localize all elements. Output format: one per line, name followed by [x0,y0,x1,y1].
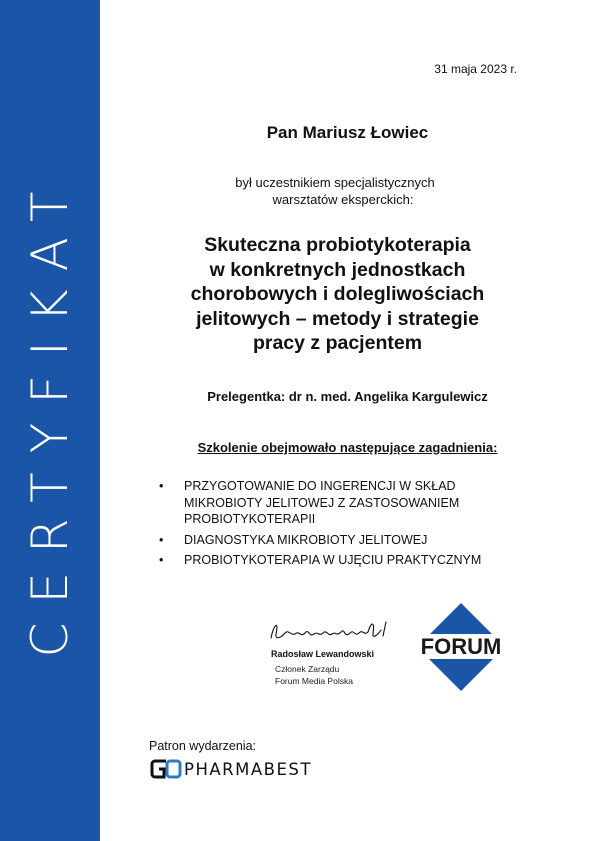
intro-line: warsztatów eksperckich: [272,192,414,207]
list-item: • PRZYGOTOWANIE DO INGERENCJI W SKŁAD MIKROBIOTY JELITOWEJ Z ZASTOSOWANIEM PROBIOTYKOTERAPII [159,478,509,528]
handwritten-signature [265,616,405,644]
course-title-line: Skuteczna probiotykoterapia [204,234,471,256]
intro-line: był uczestnikiem specjalistycznych [235,175,435,190]
participation-statement [110,174,560,208]
topics-heading: Szkolenie obejmowało następujące zagadnienia: [197,440,498,455]
lecturer: Prelegentka: dr n. med. Angelika Kargulewicz [207,389,488,404]
course-title-line: w konkretnych jednostkach [209,258,466,281]
svg-text:FORUM: FORUM [420,634,502,659]
recipient-name: Pan Mariusz Łowiec [266,123,429,142]
pharmabest-logo [150,757,312,781]
topics-list [159,478,509,573]
patron-label: Patron wydarzenia: [149,739,257,753]
list-item: • DIAGNOSTYKA MIKROBIOTY JELITOWEJ [159,532,509,549]
certificate-vertical-title: CERTYFIKAT [21,172,79,658]
course-title-line: pracy z pacjentem [252,332,423,354]
signer-role-line: Forum Media Polska [275,676,353,686]
course-title-line: chorobowych i dolegliwościach [190,283,485,305]
issue-date: 31 maja 2023 r. [434,62,517,76]
certificate-side-band [0,0,100,841]
signer-role-line: Członek Zarządu [275,664,340,674]
course-title [140,233,535,356]
signer-name: Radosław Lewandowski [271,649,375,659]
list-item: • PROBIOTYKOTERAPIA W UJĘCIU PRAKTYCZNYM [159,552,509,569]
pharmabest-wordmark: PHARMABEST [184,759,312,779]
pharmabest-mark-icon [150,757,182,781]
signer-role [275,663,353,687]
course-title-line: jelitowych – metody i strategie [196,307,479,330]
forum-media-logo [416,602,506,692]
